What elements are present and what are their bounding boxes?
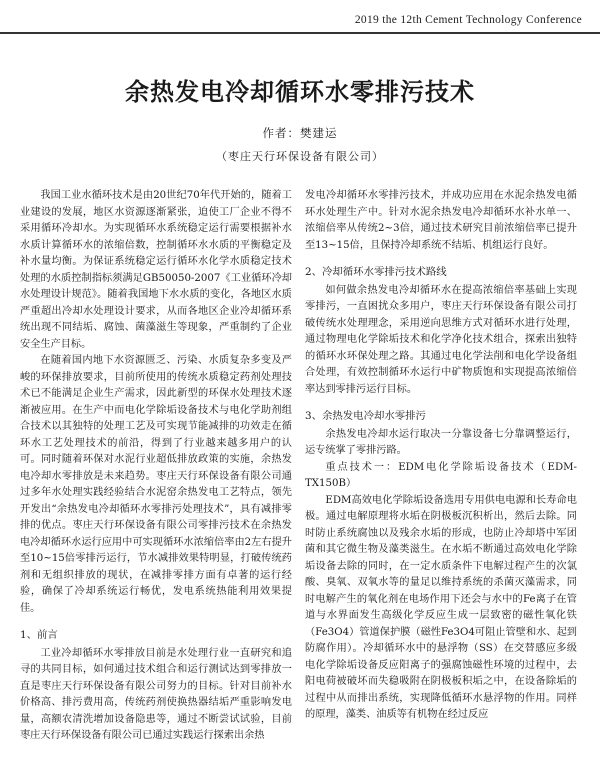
right-column bbox=[305, 188, 577, 724]
body-paragraph: 重点技术一：EDM电化学除垢设备技术（EDM-TX150B） bbox=[305, 461, 577, 489]
body-paragraph: 如何做余热发电冷却循环水在提高浓缩倍率基础上实现零排污，一直困扰众多用户，枣庄天行环保设备有限公司打破传统水处理理念，采用逆向思维方式对循环水进行处理，通过物理电化学除垢技术和化学净化技术组合，探索出独特的循环水环保处理之路。其通过电化学法削和电化学设备组合处理，有效控制循环水运行中矿物质饱和实现提高浓缩倍率达到零排污运行目标。 bbox=[305, 284, 577, 395]
left-column bbox=[20, 188, 292, 745]
affiliation-line: （枣庄天行环保设备有限公司） bbox=[216, 150, 384, 163]
author-line: 作者：樊建运 bbox=[262, 126, 338, 140]
running-head: 2019 the 12th Cement Technology Conference bbox=[354, 14, 582, 26]
section-heading: 2、冷却循环水零排污技术路线 bbox=[305, 266, 447, 278]
section-heading: 3、余热发电冷却水零排污 bbox=[305, 410, 426, 422]
body-paragraph: 发电冷却循环水零排污技术，并成功应用在水泥余热发电循环水处理生产中。针对水泥余热发电冷却循环水补水单一、浓缩倍率从传统2~3倍，通过技术研究目前浓缩倍率已提升至13~15倍，且保持冷却系统不结垢、机组运行良好。 bbox=[305, 190, 577, 251]
header-rule bbox=[0, 32, 600, 34]
body-paragraph: 在随着国内地下水资源匮乏、污染、水质复杂多变及严峻的环保排放要求，目前所使用的传统水质稳定药剂处理技术已不能满足企业生产需求，因此新型的环保水处理技术逐渐被应用。在生产中而电化学除垢设备技术与电化学助剂组合技术以其独特的处理工艺及可实现节能减排的功效走在循环水工艺处理技术的前沿，得到了行业越来越多用户的认可。同时随着环保对水泥行业超低排放政策的实施，余热发电冷却水零排放是未来趋势。枣庄天行环保设备有限公司通过多年水处理实践经验结合水泥窑余热发电工艺特点，领先开发出“余热发电冷却循环水零排污处理技术”，具有减排零排的优点。枣庄天行环保设备有限公司零排污技术在余热发电冷却循环水运行应用中可实现循环水浓缩倍率由2左右提升至10~15倍零排污运行，节水减排效果特明显，打破传统药剂和无组织排放的现状，在减排零排方面有卓著的运行经验，确保了冷却系统运行畅优，发电系统热能利用效果提佳。 bbox=[20, 355, 292, 614]
body-paragraph: EDM高效电化学除垢设备选用专用供电电源和长寿命电极。通过电解原理将水垢在阴极板沉积析出，然后去除。同时防止系统腐蚀以及残余水垢的形成，也防止冷却塔中军团菌和其它微生物及藻类滋生。在水垢不断通过高效电化学除垢设备去除的同时，在一定水质条件下电解过程产生的次氯酸、臭氧、双氧水等的量足以维持系统的杀菌灭藻需求，同时电解产生的氧化剂在电场作用下还会与水中的Fe离子在管道与水界面发生高级化学反应生成一层致密的磁性氧化铁（Fe3O4）管道保护膜（磁性Fe3O4可阻止管壁和水、起到防腐作用）。冷却循环水中的悬浮物（SS）在交替感应多级电化学除垢设备反应阳离子的强腐蚀磁性环境的过程中，去阳电荷被破坏而失稳吸附在阴极板积垢之中，在设备除垢的过程中从而排出系统，实现降低循环水悬浮物的作用。同样的原理，藻类、油质等有机物在经过反应 bbox=[305, 494, 577, 720]
article-title: 余热发电冷却循环水零排污技术 bbox=[125, 78, 475, 106]
body-paragraph: 余热发电冷却水运行取决一分靠设备七分靠调整运行，运专统掌了零排污路。 bbox=[305, 428, 577, 456]
body-paragraph: 工业冷却循环水零排放目前是水处理行业一直研究和追寻的共同目标，如何通过技术组合和运行测试达到零排放一直是枣庄天行环保设备有限公司努力的目标。针对目前补水价格高、排污费用高，传统药剂使换热器结垢严重影响发电量，高额农清洗增加设备隐患等，通过不断尝试试验，目前枣庄天行环保设备有限公司已通过实践运行探索出余热 bbox=[20, 647, 292, 741]
body-paragraph: 我国工业水循环技术是由20世纪70年代开始的，随着工业建设的发展，地区水资源逐渐紧张，迫使工厂企业不得不采用循环冷却水。为实现循环水系统稳定运行需要根据补水水质计算循环水的浓缩倍数，控制循环水水质的平衡稳定及补水量均衡。为保证系统稳定运行循环水化学水质稳定技术处理的水质控制指标须满足GB50050-2007《工业循环冷却水处理设计规范》。随着我国地下水水质的变化，各地区水质严重超出冷却水处理设计要求，从而各地区企业冷却循环系统出现不同结垢、腐蚀、菌藻滋生等现象，严重制约了企业安全生产目标。 bbox=[20, 190, 292, 350]
section-heading: 1、前言 bbox=[20, 629, 58, 641]
